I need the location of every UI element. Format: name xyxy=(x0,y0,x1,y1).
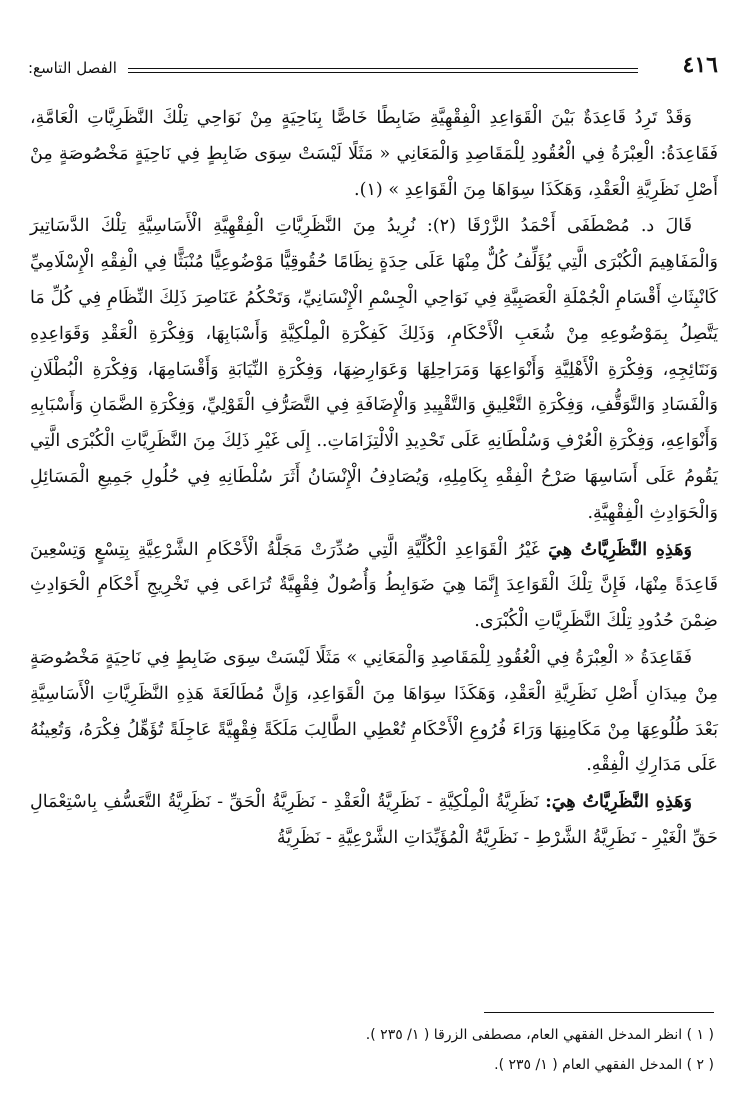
paragraph xyxy=(30,208,718,531)
paragraph xyxy=(30,784,718,857)
paragraph-text: نَظَرِيَّةُ الْمِلْكِيَّةِ - نَظَرِيَّةُ الْعَقْدِ - نَظَرِيَّةُ الْحَقِّ - نَظَرِيَّةُ التَّعَسُّفِ بِاسْتِعْمَالِ حَقِّ الْغَيْرِ - نَظَرِيَّةُ الشَّرْطِ - نَظَرِيَّةُ الْمُؤَيِّدَاتِ الشَّرْعِيَّةِ - نَظَرِيَّةُ xyxy=(30,792,718,848)
paragraph xyxy=(30,640,718,784)
page-number: ٤١٦ xyxy=(682,52,718,78)
paragraph-lead: وَهَذِهِ النَّظَرِيَّاتُ هِيَ xyxy=(548,538,693,560)
header-rule xyxy=(128,68,638,73)
paragraph-text: غَيْرُ الْقَوَاعِدِ الْكُلِّيَّةِ الَّتِي صُدِّرَتْ مَجَلَّةُ الْأَحْكَامِ الشَّرْعِيَّةِ بِتِسْعٍ وَتِسْعِينَ قَاعِدَةً مِنْهَا، فَإِنَّ تِلْكَ الْقَوَاعِدَ إِنَّمَا هِيَ ضَوَابِطُ وَأُصُولٌ فِقْهِيَّةٌ تُرَاعَى فِي تَخْرِيجِ أَحْكَامِ الْحَوَادِثِ ضِمْنَ حُدُودِ تِلْكَ النَّظَرِيَّاتِ الْكُبْرَى. xyxy=(30,539,718,632)
footnote-rule xyxy=(484,1012,714,1013)
paragraph-text: وَقَدْ تَرِدُ قَاعِدَةٌ بَيْنَ الْقَوَاعِدِ الْفِقْهِيَّةِ ضَابِطًا خَاصًّا بِنَاحِيَةٍ مِنْ نَوَاحِي تِلْكَ النَّظَرِيَّاتِ الْعَامَّةِ، فَقَاعِدَةُ: الْعِبْرَةُ فِي الْعُقُودِ لِلْمَقَاصِدِ وَالْمَعَانِي « مَثَلًا لَيْسَتْ سِوَى ضَابِطٍ فِي نَاحِيَةٍ مَخْصُوصَةٍ مِنْ أَصْلِ نَظَرِيَّةِ الْعَقْدِ، وَهَكَذَا سِوَاهَا مِنَ الْقَوَاعِدِ » (١). xyxy=(30,108,718,200)
footnote: ( ٢ ) المدخل الفقهي العام ( ١/ ٢٣٥ ). xyxy=(494,1057,714,1073)
paragraph-text: فَقَاعِدَةُ « الْعِبْرَةُ فِي الْعُقُودِ لِلْمَقَاصِدِ وَالْمَعَانِي » مَثَلًا لَيْسَتْ سِوَى ضَابِطٍ فِي نَاحِيَةٍ مَخْصُوصَةٍ مِنْ مِيدَانِ أَصْلِ نَظَرِيَّةِ الْعَقْدِ، وَهَكَذَا سِوَاهَا مِنَ الْقَوَاعِدِ، وَإِنَّ مُطَالَعَةَ هَذِهِ النَّظَرِيَّاتِ الْأَسَاسِيَّةِ بَعْدَ طُلُوعِهَا مِنْ مَكَامِنِهَا وَرَاءَ فُرُوعِ الْأَحْكَامِ تُعْطِي الطَّالِبَ مَلَكَةً فِقْهِيَّةً عَاجِلَةً تُؤَهِّلُ فِكْرَهُ، وَتُعِينُهُ عَلَى مَدَارِكِ الْفِقْهِ. xyxy=(30,647,718,776)
chapter-title: الفصل التاسع: xyxy=(28,59,117,77)
body-text xyxy=(30,100,718,857)
footnotes xyxy=(26,1020,714,1080)
paragraph-lead: وَهَذِهِ النَّظَرِيَّاتُ هِيَ: xyxy=(545,791,693,813)
footnote: ( ١ ) انظر المدخل الفقهي العام، مصطفى الزرقا ( ١/ ٢٣٥ ). xyxy=(365,1027,714,1043)
page-header xyxy=(28,52,718,80)
paragraph-text: قَالَ د. مُصْطَفَى أَحْمَدُ الزَّرْقَا (٢): نُرِيدُ مِنَ النَّظَرِيَّاتِ الْفِقْهِيَّةِ الْأَسَاسِيَّةِ تِلْكَ الدَّسَاتِيرَ وَالْمَفَاهِيمَ الْكُبْرَى الَّتِي يُؤَلِّفُ كُلٌّ مِنْهَا عَلَى حِدَةٍ نِظَامًا حُقُوقِيًّا مَوْضُوعِيًّا مُنْبَثًّا فِي الْفِقْهِ الْإِسْلَامِيِّ كَانْبِثَاثِ أَقْسَامِ الْجُمْلَةِ الْعَصَبِيَّةِ فِي نَوَاحِي الْجِسْمِ الْإِنْسَانِيِّ، وَتَحْكُمُ عَنَاصِرَ ذَلِكَ النِّظَامِ فِي كُلِّ مَا يَتَّصِلُ بِمَوْضُوعِهِ مِنْ شُعَبِ الْأَحْكَامِ، وَذَلِكَ كَفِكْرَةِ الْمِلْكِيَّةِ وَأَسْبَابِهَا، وَفِكْرَةِ الْعَقْدِ وَقَوَاعِدِهِ وَنَتَائِجِهِ، وَفِكْرَةِ الْأَهْلِيَّةِ وَأَنْوَاعِهَا وَمَرَاحِلِهَا وَعَوَارِضِهَا، وَفِكْرَةِ النِّيَابَةِ وَأَقْسَامِهَا، وَفِكْرَةِ الْبُطْلَانِ وَالْفَسَادِ وَالتَّوَقُّفِ، وَفِكْرَةِ التَّعْلِيقِ وَالتَّقْيِيدِ وَالْإِضَافَةِ فِي التَّصَرُّفِ الْقَوْلِيِّ، وَفِكْرَةِ الضَّمَانِ وَأَسْبَابِهِ وَأَنْوَاعِهِ، وَفِكْرَةِ الْعُرْفِ وَسُلْطَانِهِ عَلَى تَحْدِيدِ الْالْتِزَامَاتِ.. إِلَى غَيْرِ ذَلِكَ مِنَ النَّظَرِيَّاتِ الْكُبْرَى الَّتِي يَقُومُ عَلَى أَسَاسِهَا صَرْحُ الْفِقْهِ بِكَامِلِهِ، وَيُصَادِفُ الْإِنْسَانُ أَثَرَ سُلْطَانِهِ فِي حُلُولِ جَمِيعِ الْمَسَائِلِ وَالْحَوَادِثِ الْفِقْهِيَّةِ. xyxy=(30,216,719,523)
paragraph xyxy=(30,100,718,208)
paragraph xyxy=(30,532,718,640)
